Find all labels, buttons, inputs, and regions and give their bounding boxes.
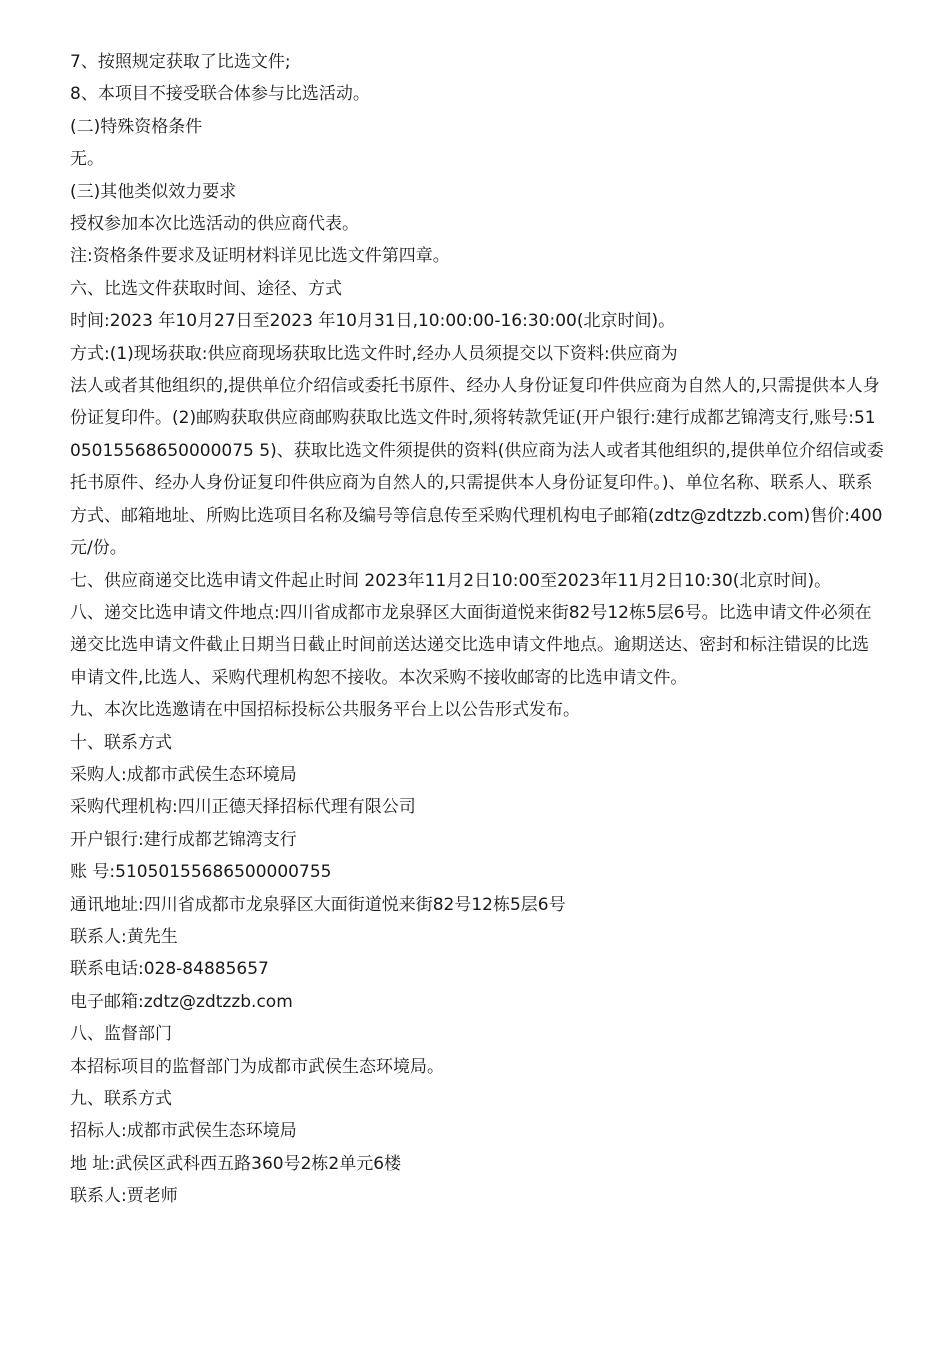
section-10-contact-heading: 十、联系方式 <box>70 732 172 753</box>
tenderer-contact-person: 联系人:贾老师 <box>70 1186 178 1207</box>
account-number: 账 号:51050155686500000755 <box>70 862 332 883</box>
tenderer-contact-heading: 九、联系方式 <box>70 1089 172 1109</box>
bank: 开户银行:建行成都艺锦湾支行 <box>70 829 297 850</box>
contact-email: 电子邮箱:zdtz@zdtzzb.com <box>70 991 293 1012</box>
mailing-address: 通讯地址:四川省成都市龙泉驿区大面街道悦来街82号12栋5层6号 <box>70 894 566 915</box>
section-6-heading: 六、比选文件获取时间、途径、方式 <box>70 278 342 299</box>
section-7-submission-time: 七、供应商递交比选申请文件起止时间 2023年11月2日10:00至2023年11月2日10:30(北京时间)。 <box>70 570 832 591</box>
document-body <box>70 46 885 1213</box>
procurement-agency: 采购代理机构:四川正德天择招标代理有限公司 <box>70 797 416 818</box>
contact-phone: 联系电话:028-84885657 <box>70 959 269 980</box>
clause-7: 7、按照规定获取了比选文件; <box>70 52 291 72</box>
section-9-publication: 九、本次比选邀请在中国招标投标公共服务平台上以公告形式发布。 <box>70 700 580 721</box>
acquisition-time: 时间:2023 年10月27日至2023 年10月31日,10:00:00-16:30:00(北京时间)。 <box>70 311 676 332</box>
acquisition-method-intro: 方式:(1)现场获取:供应商现场获取比选文件时,经办人员须提交以下资料:供应商为 <box>70 343 678 364</box>
supervision-heading: 八、监督部门 <box>70 1024 172 1045</box>
heading-other-requirements: (三)其他类似效力要求 <box>70 181 237 202</box>
tenderer: 招标人:成都市武侯生态环境局 <box>70 1121 297 1142</box>
purchaser: 采购人:成都市武侯生态环境局 <box>70 764 297 785</box>
tenderer-address: 地 址:武侯区武科西五路360号2栋2单元6楼 <box>70 1153 402 1174</box>
supervision-text: 本招标项目的监督部门为成都市武侯生态环境局。 <box>70 1056 444 1077</box>
acquisition-method-details: 法人或者其他组织的,提供单位介绍信或委托书原件、经办人身份证复印件供应商为自然人的,只需提供本人身份证复印件。(2)邮购获取供应商邮购获取比选文件时,须将转款凭证(开户银行:建行成都艺锦湾支行,账号:5105015568650000075 5)、获取比选文件须提供的资料(供应商为法人或者其他组织的,提供单位介绍信或委托书原件、经办人身份证复印件供应商为自然人的,只需提供本人身份证复印件。)、单位名称、联系人、联系方式、邮箱地址、所购比选项目名称及编号等信息传至采购代理机构电子邮箱(zdtz@zdtzzb.com)售价:400 元/份。 <box>70 376 884 559</box>
section-8-submission-location: 八、递交比选申请文件地点:四川省成都市龙泉驿区大面街道悦来街82号12栋5层6号。比选申请文件必须在递交比选申请文件截止日期当日截止时间前送达递交比选申请文件地点。逾期送达、密封和标注错误的比选申请文件,比选人、采购代理机构恕不接收。本次采购不接收邮寄的比选申请文件。 <box>70 602 872 688</box>
special-qualifications-text: 无。 <box>70 149 104 170</box>
other-requirements-text: 授权参加本次比选活动的供应商代表。 <box>70 214 359 235</box>
heading-special-qualifications: (二)特殊资格条件 <box>70 116 203 137</box>
qualification-note: 注:资格条件要求及证明材料详见比选文件第四章。 <box>70 246 450 267</box>
clause-8: 8、本项目不接受联合体参与比选活动。 <box>70 84 370 105</box>
contact-person: 联系人:黄先生 <box>70 926 178 947</box>
